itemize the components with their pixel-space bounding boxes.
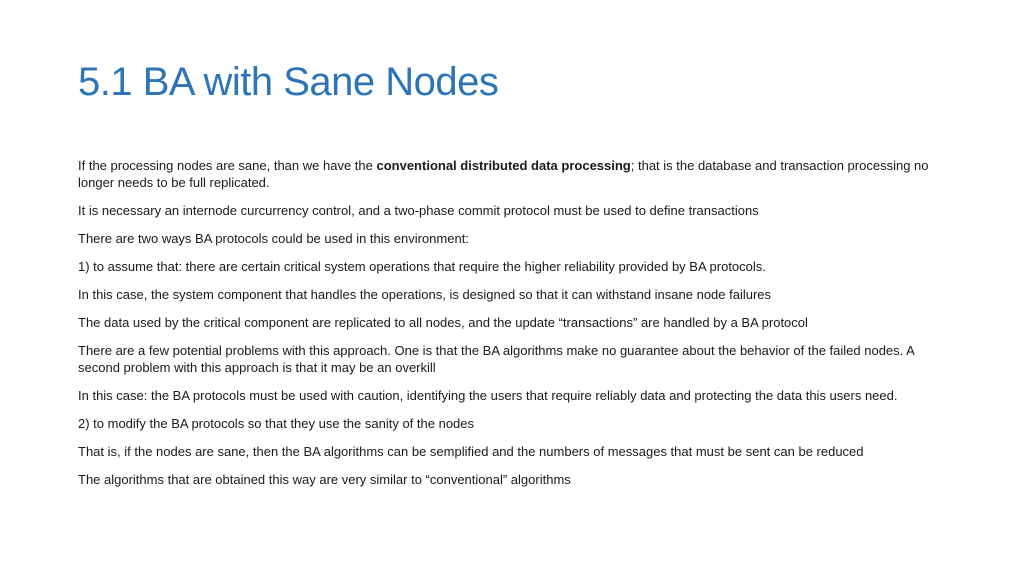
slide-body [78,157,948,499]
paragraph-4: 1) to assume that: there are certain critical system operations that require the higher reliability provided by BA protocols. [78,259,766,274]
paragraph-1-text-end: ; that is the database and transaction processing no longer needs to be full replicated. [78,158,929,190]
paragraph-6: The data used by the critical component are replicated to all nodes, and the update “transactions” are handled by a BA protocol [78,315,808,330]
paragraph-1 [78,157,948,191]
slide-title: 5.1 BA with Sane Nodes [78,60,499,104]
paragraph-1-text-start: If the processing nodes are sane, than we have the [78,158,377,173]
paragraph-3: There are two ways BA protocols could be used in this environment: [78,231,469,246]
paragraph-8: In this case: the BA protocols must be used with caution, identifying the users that require reliably data and protecting the data this users need. [78,388,898,403]
paragraph-1-bold-term: conventional distributed data processing [376,158,631,173]
paragraph-5: In this case, the system component that handles the operations, is designed so that it can withstand insane node failures [78,287,772,302]
paragraph-10: That is, if the nodes are sane, then the BA algorithms can be semplified and the numbers of messages that must be sent can be reduced [78,444,864,459]
paragraph-2: It is necessary an internode curcurrency control, and a two-phase commit protocol must be used to define transactions [78,203,759,218]
paragraph-11: The algorithms that are obtained this way are very similar to “conventional” algorithms [78,472,571,487]
paragraph-9: 2) to modify the BA protocols so that they use the sanity of the nodes [78,416,475,431]
paragraph-7: There are a few potential problems with this approach. One is that the BA algorithms make no guarantee about the behavior of the failed nodes. A second problem with this approach is that it may be an overkill [78,343,915,375]
